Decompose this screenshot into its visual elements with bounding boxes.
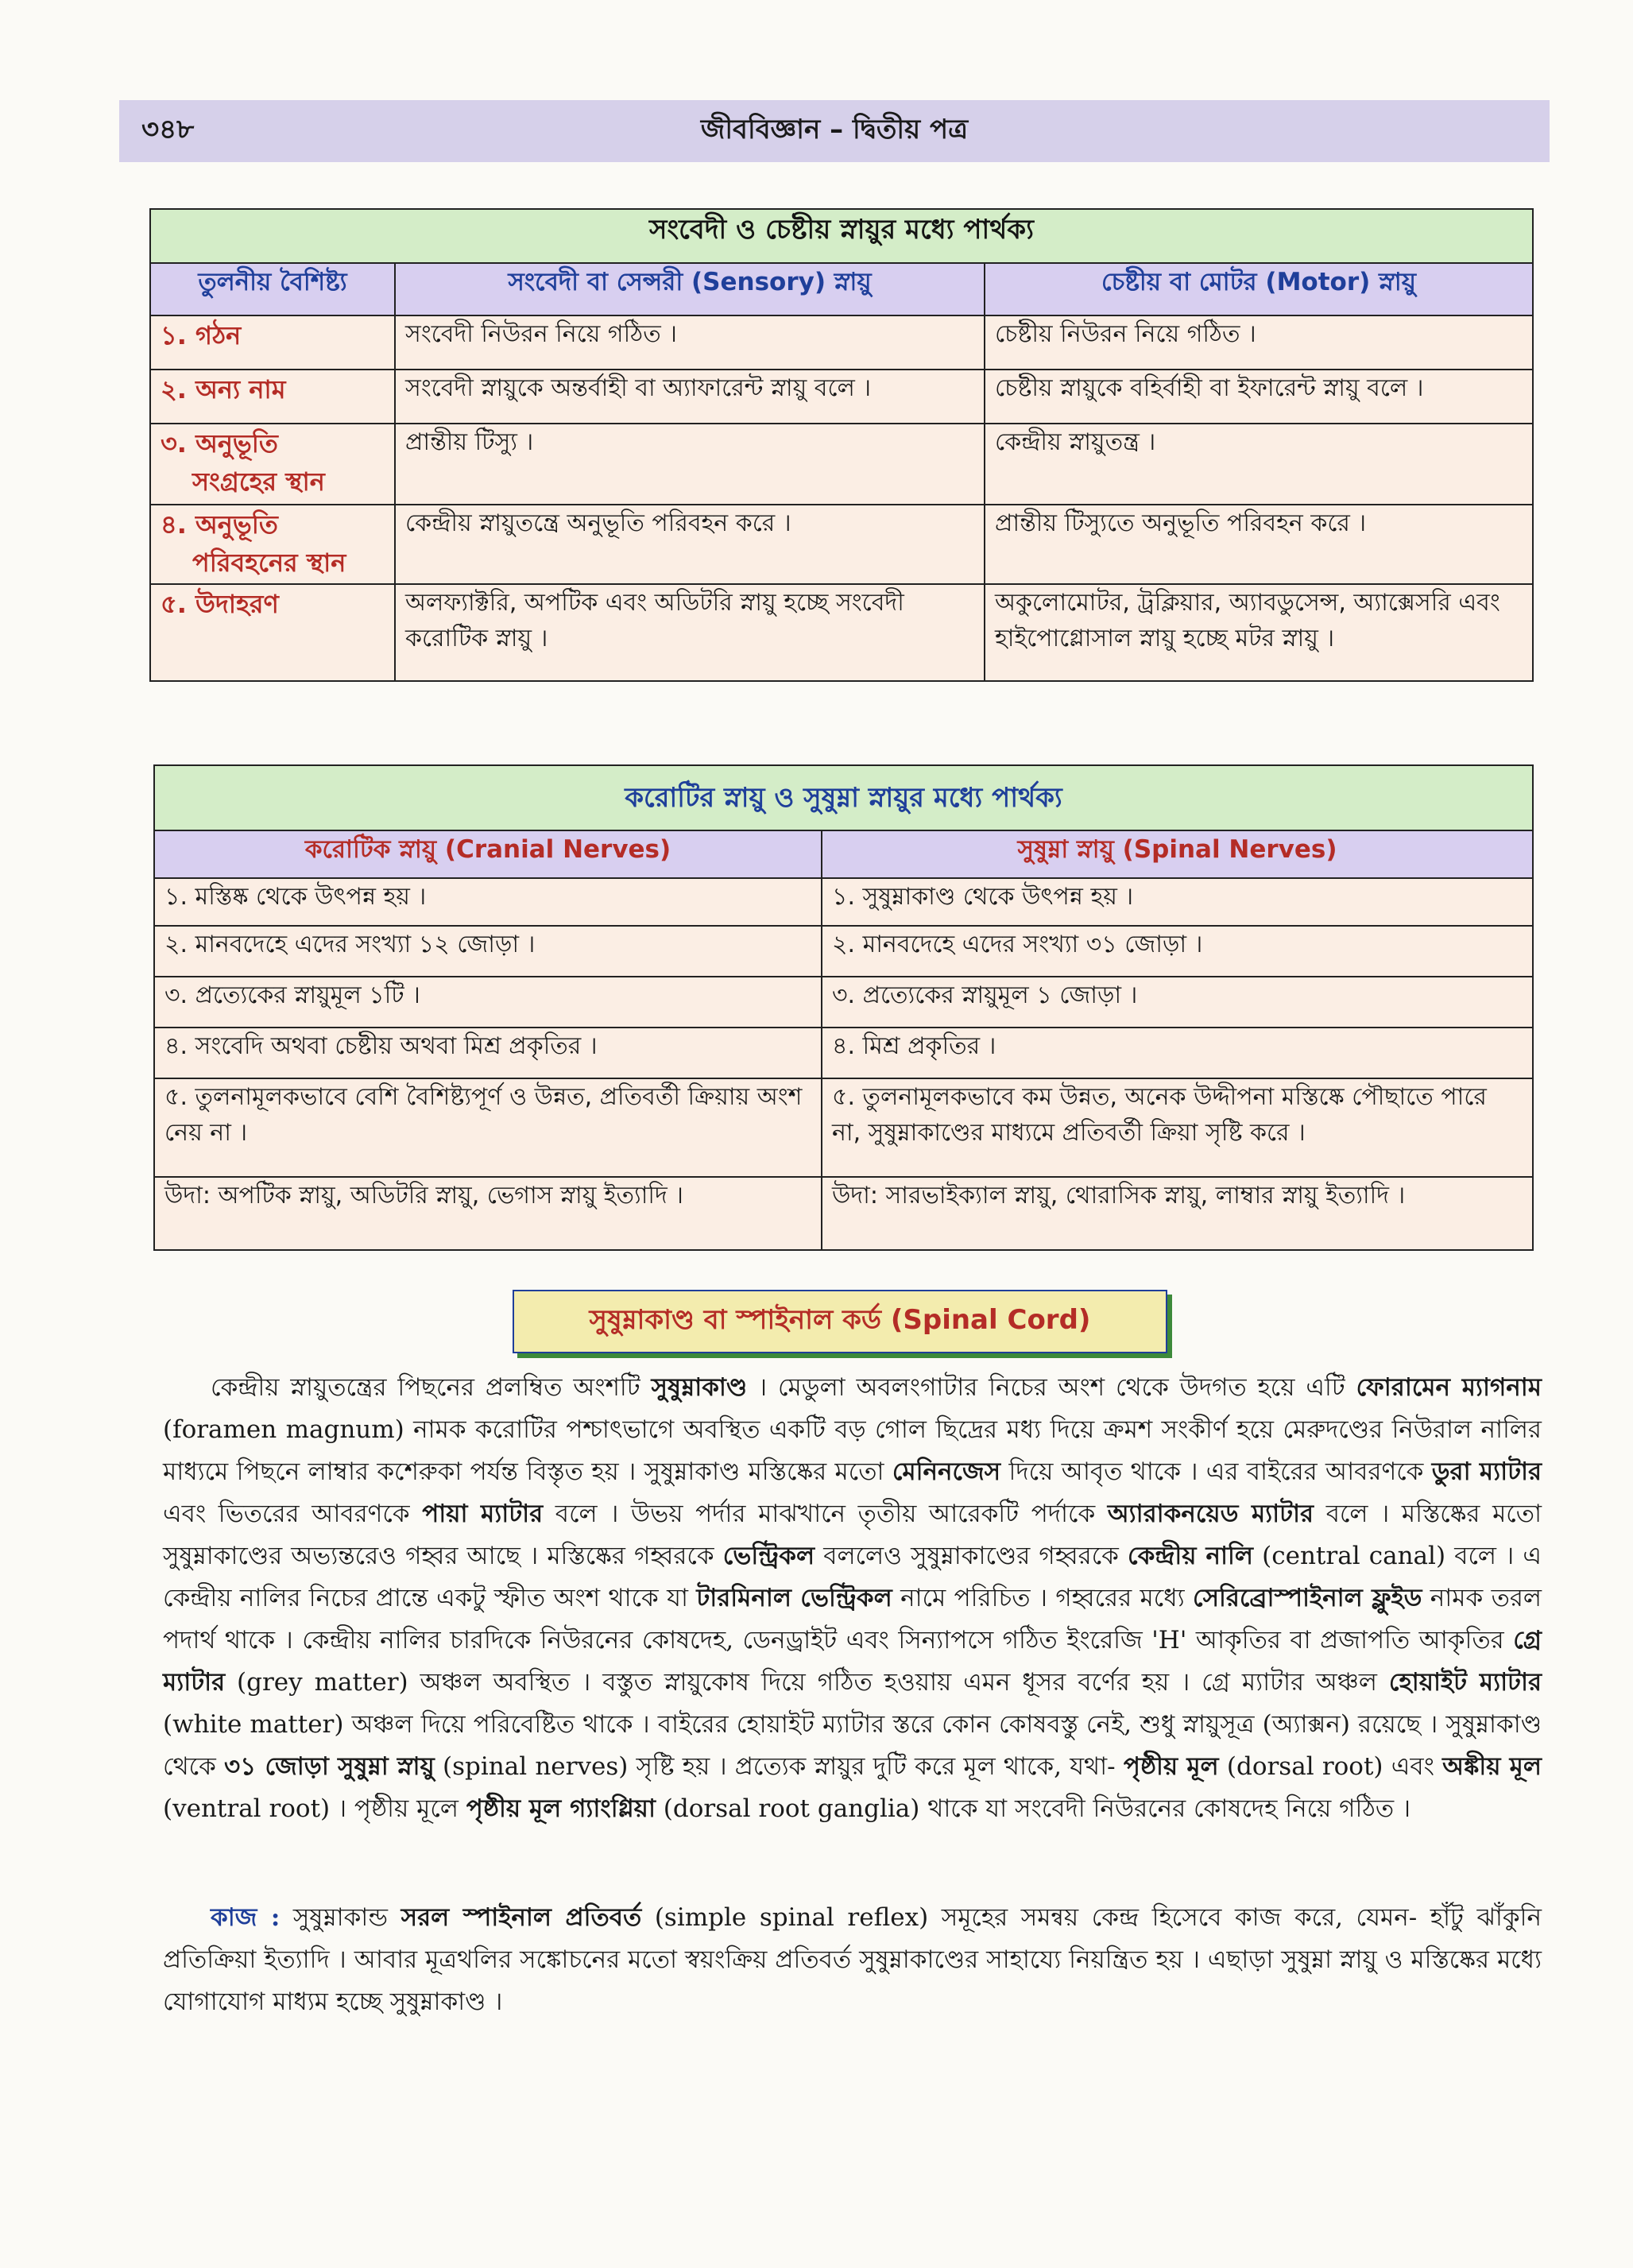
- table-row: [154, 1177, 1533, 1250]
- spinal-cell: উদা: সারভাইক্যাল স্নায়ু, থোরাসিক স্নায়ু, লাম্বার স্নায়ু ইত্যাদি ।: [822, 1177, 1533, 1250]
- body-paragraph: কেন্দ্রীয় স্নায়ুতন্ত্রের পিছনের প্রলম্বিত অংশটি সুষুম্নাকাণ্ড । মেডুলা অবলংগাটার নিচের অংশ থেকে উদগত হয়ে এটি ফোরামেন ম্যাগনাম (foramen magnum) নামক করোটির পশ্চাৎভাগে অবস্থিত একটি বড় গোল ছিদ্রের মধ্য দিয়ে ক্রমশ সংকীর্ণ হয়ে মেরুদণ্ডের নিউরাল নালির মাধ্যমে পিছনে লাম্বার কশেরুকা পর্যন্ত বিস্তৃত হয় । সুষুম্নাকাণ্ড মস্তিষ্কের মতো মেনিনজেস দিয়ে আবৃত থাকে । এর বাইরের আবরণকে ডুরা ম্যাটার এবং ভিতরের আবরণকে পায়া ম্যাটার বলে । উভয় পর্দার মাঝখানে তৃতীয় আরেকটি পর্দাকে অ্যারাকনয়েড ম্যাটার বলে । মস্তিষ্কের মতো সুষুম্নাকাণ্ডের অভ্যন্তরেও গহ্বর আছে । মস্তিষ্কের গহ্বরকে ভেন্ট্রিকল বললেও সুষুম্নাকাণ্ডের গহ্বরকে কেন্দ্রীয় নালি (central canal) বলে । এ কেন্দ্রীয় নালির নিচের প্রান্তে একটু স্ফীত অংশ থাকে যা টারমিনাল ভেন্ট্রিকল নামে পরিচিত । গহ্বরের মধ্যে সেরিব্রোস্পাইনাল ফ্লুইড নামক তরল পদার্থ থাকে । কেন্দ্রীয় নালির চারদিকে নিউরনের কোষদেহ, ডেনড্রাইট এবং সিন্যাপসে গঠিত ইংরেজি 'H' আকৃতির বা প্রজাপতি আকৃতির গ্রে ম্যাটার (grey matter) অঞ্চল অবস্থিত । বস্তুত স্নায়ুকোষ দিয়ে গঠিত হওয়ায় এমন ধূসর বর্ণের হয় । গ্রে ম্যাটার অঞ্চল হোয়াইট ম্যাটার (white matter) অঞ্চল দিয়ে পরিবেষ্টিত থাকে । বাইরের হোয়াইট ম্যাটার স্তরে কোন কোষবস্তু নেই, শুধু স্নায়ুসূত্র (অ্যাক্সন) রয়েছে । সুষুম্নাকাণ্ড থেকে ৩১ জোড়া সুষুম্না স্নায়ু (spinal nerves) সৃষ্টি হয় । প্রত্যেক স্নায়ুর দুটি করে মূল থাকে, যথা- পৃষ্ঠীয় মূল (dorsal root) এবং অঙ্কীয় মূল (ventral root) । পৃষ্ঠীয় মূলে পৃষ্ঠীয় মূল গ্যাংগ্লিয়া (dorsal root ganglia) থাকে যা সংবেদী নিউরনের কোষদেহ নিয়ে গঠিত ।: [163, 1373, 1542, 1823]
- spinal-cell: ৩. প্রত্যেকের স্নায়ুমূল ১ জোড়া ।: [822, 977, 1533, 1028]
- feature-cell: ৪. অনুভূতি পরিবহনের স্থান: [150, 505, 395, 584]
- sensory-cell: সংবেদী নিউরন নিয়ে গঠিত ।: [395, 315, 985, 370]
- section-title: সুষুম্নাকাণ্ড বা স্পাইনাল কর্ড (Spinal Cord): [513, 1290, 1167, 1353]
- cranial-cell: ৫. তুলনামূলকভাবে বেশি বৈশিষ্ট্যপূর্ণ ও উন্নত, প্রতিবর্তী ক্রিয়ায় অংশ নেয় না ।: [154, 1078, 822, 1177]
- table-title: করোটির স্নায়ু ও সুষুম্না স্নায়ুর মধ্যে পার্থক্য: [154, 765, 1533, 830]
- column-header: করোটিক স্নায়ু (Cranial Nerves): [154, 830, 822, 878]
- table-row: [150, 315, 1533, 370]
- cranial-cell: ২. মানবদেহে এদের সংখ্যা ১২ জোড়া ।: [154, 926, 822, 977]
- feature-cell: ৩. অনুভূতি সংগ্রহের স্থান: [150, 424, 395, 505]
- motor-cell: চেষ্টীয় নিউরন নিয়ে গঠিত ।: [985, 315, 1533, 370]
- column-header: তুলনীয় বৈশিষ্ট্য: [150, 263, 395, 315]
- cranial-cell: ১. মস্তিষ্ক থেকে উৎপন্ন হয় ।: [154, 878, 822, 926]
- table-row: [154, 926, 1533, 977]
- table-row: [154, 878, 1533, 926]
- spinal-cell: ৪. মিশ্র প্রকৃতির ।: [822, 1028, 1533, 1078]
- spinal-cell: ২. মানবদেহে এদের সংখ্যা ৩১ জোড়া ।: [822, 926, 1533, 977]
- column-header: সুষুম্না স্নায়ু (Spinal Nerves): [822, 830, 1533, 878]
- feature-cell: ২. অন্য নাম: [150, 370, 395, 424]
- table-row: [154, 1078, 1533, 1177]
- sensory-cell: সংবেদী স্নায়ুকে অন্তর্বাহী বা অ্যাফারেন্ট স্নায়ু বলে ।: [395, 370, 985, 424]
- sensory-cell: প্রান্তীয় টিস্যু ।: [395, 424, 985, 505]
- page-number: ৩৪৮: [141, 113, 195, 145]
- table-row: [154, 977, 1533, 1028]
- book-title: জীববিজ্ঞান – দ্বিতীয় পত্র: [700, 113, 969, 145]
- sensory-cell: অলফ্যাক্টরি, অপটিক এবং অডিটরি স্নায়ু হচ্ছে সংবেদী করোটিক স্নায়ু ।: [395, 584, 985, 681]
- feature-cell: ১. গঠন: [150, 315, 395, 370]
- cranial-cell: ৪. সংবেদি অথবা চেষ্টীয় অথবা মিশ্র প্রকৃতির ।: [154, 1028, 822, 1078]
- sensory-motor-table: [149, 208, 1534, 682]
- function-paragraph: কাজ : সুষুম্নাকান্ড সরল স্পাইনাল প্রতিবর্ত (simple spinal reflex) সমূহের সমন্বয় কেন্দ্র হিসেবে কাজ করে, যেমন- হাঁটু ঝাঁকুনি প্রতিক্রিয়া ইত্যাদি । আবার মূত্রথলির সঙ্কোচনের মতো স্বয়ংক্রিয় প্রতিবর্ত সুষুম্নাকাণ্ডের সাহায্যে নিয়ন্ত্রিত হয় । এছাড়া সুষুম্না স্নায়ু ও মস্তিষ্কের মধ্যে যোগাযোগ মাধ্যম হচ্ছে সুষুম্নাকাণ্ড ।: [163, 1903, 1542, 2016]
- table-row: [154, 1028, 1533, 1078]
- cranial-cell: ৩. প্রত্যেকের স্নায়ুমূল ১টি ।: [154, 977, 822, 1028]
- motor-cell: চেষ্টীয় স্নায়ুকে বহির্বাহী বা ইফারেন্ট স্নায়ু বলে ।: [985, 370, 1533, 424]
- feature-cell: ৫. উদাহরণ: [150, 584, 395, 681]
- spinal-cell: ৫. তুলনামূলকভাবে কম উন্নত, অনেক উদ্দীপনা মস্তিষ্কে পৌছাতে পারে না, সুষুম্নাকাণ্ডের মাধ্যমে প্রতিবর্তী ক্রিয়া সৃষ্টি করে ।: [822, 1078, 1533, 1177]
- table-row: [150, 424, 1533, 505]
- sensory-cell: কেন্দ্রীয় স্নায়ুতন্ত্রে অনুভূতি পরিবহন করে ।: [395, 505, 985, 584]
- function-label: কাজ :: [211, 1903, 281, 1932]
- column-header: সংবেদী বা সেন্সরী (Sensory) স্নায়ু: [395, 263, 985, 315]
- spinal-cell: ১. সুষুম্নাকাণ্ড থেকে উৎপন্ন হয় ।: [822, 878, 1533, 926]
- table-row: [150, 584, 1533, 681]
- motor-cell: অকুলোমোটর, ট্রক্লিয়ার, অ্যাবডুসেন্স, অ্যাক্সেসরি এবং হাইপোগ্লোসাল স্নায়ু হচ্ছে মটর স্নায়ু ।: [985, 584, 1533, 681]
- cranial-spinal-table: [153, 764, 1534, 1251]
- page-header: [119, 100, 1550, 162]
- cranial-cell: উদা: অপটিক স্নায়ু, অডিটরি স্নায়ু, ভেগাস স্নায়ু ইত্যাদি ।: [154, 1177, 822, 1250]
- table-title: সংবেদী ও চেষ্টীয় স্নায়ুর মধ্যে পার্থক্য: [150, 209, 1533, 263]
- column-header: চেষ্টীয় বা মোটর (Motor) স্নায়ু: [985, 263, 1533, 315]
- table-row: [150, 370, 1533, 424]
- table-row: [150, 505, 1533, 584]
- motor-cell: কেন্দ্রীয় স্নায়ুতন্ত্র ।: [985, 424, 1533, 505]
- motor-cell: প্রান্তীয় টিস্যুতে অনুভূতি পরিবহন করে ।: [985, 505, 1533, 584]
